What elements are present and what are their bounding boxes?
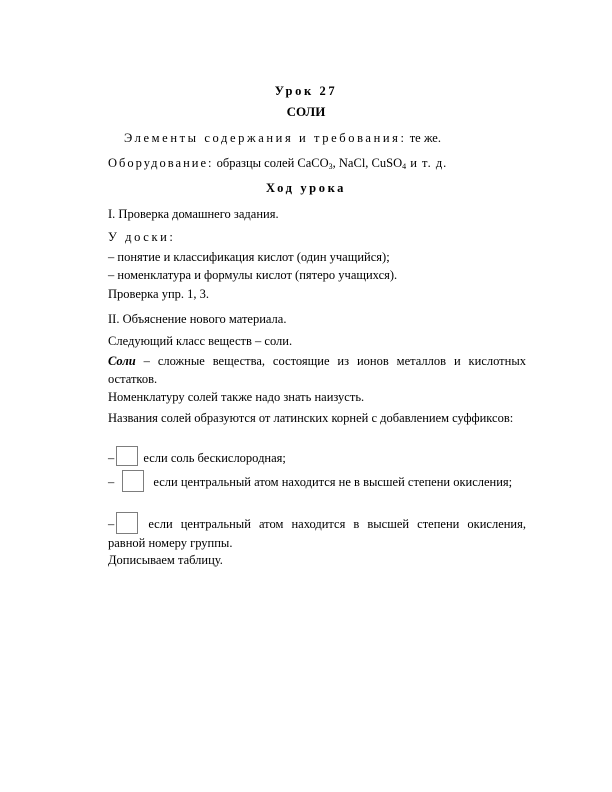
- section1-item: – понятие и классификация кислот (один учащийся);: [108, 250, 390, 264]
- suffix-dash: –: [108, 517, 115, 531]
- suffix-item: [108, 470, 526, 492]
- suffix-item: [108, 446, 526, 466]
- equipment-line: [108, 156, 526, 171]
- suffix-text: если центральный атом находится не в высшей степени окисления;: [150, 475, 513, 489]
- section1-item: – номенклатура и формулы кислот (пятеро учащихся).: [108, 268, 398, 282]
- section1-heading: I. Проверка домашнего задания.: [108, 207, 279, 221]
- nomenclature-text: Номенклатуру солей также надо знать наизусть.: [108, 390, 365, 404]
- equipment-sub-1: 3: [328, 162, 333, 171]
- equipment-label: Оборудование:: [108, 156, 214, 170]
- elements-value: те же.: [409, 131, 441, 145]
- course-heading: Ход урока: [265, 181, 347, 195]
- suffix-dash: –: [108, 475, 115, 489]
- names-intro: Названия солей образуются от латинских корней с добавлением суффиксов:: [108, 411, 514, 425]
- elements-label: Элементы содержания и требования:: [124, 131, 407, 145]
- section1-check: Проверка упр. 1, 3.: [108, 287, 210, 301]
- equipment-value-mid: , NaCl, CuSO: [332, 156, 403, 170]
- salts-term: Соли: [108, 354, 136, 368]
- lesson-title: СОЛИ: [286, 104, 326, 119]
- equipment-sub-2: 4: [402, 162, 407, 171]
- equipment-value-prefix: образцы солей CaCO: [216, 156, 329, 170]
- board-label: У доски:: [108, 230, 176, 244]
- blank-box[interactable]: [122, 470, 144, 492]
- next-class-text: Следующий класс веществ – соли.: [108, 334, 293, 348]
- suffix-text: если соль бескислородная;: [140, 451, 286, 465]
- suffix-item: [108, 512, 526, 553]
- blank-box[interactable]: [116, 446, 138, 466]
- salts-definition-text: – сложные вещества, состоящие из ионов металлов и кислотных остатков.: [108, 354, 526, 386]
- suffix-dash: –: [108, 451, 115, 465]
- lesson-label: Урок 27: [274, 84, 338, 98]
- salts-definition: [108, 352, 526, 388]
- suffix-text: если центральный атом находится в высшей степени окисления, равной номеру группы.: [108, 517, 526, 550]
- equipment-value-suffix: и т. д.: [406, 156, 448, 170]
- section2-heading: II. Объяснение нового материала.: [108, 312, 287, 326]
- elements-line: [108, 131, 526, 146]
- blank-box[interactable]: [116, 512, 138, 534]
- closing-text: Дописываем таблицу.: [108, 553, 223, 567]
